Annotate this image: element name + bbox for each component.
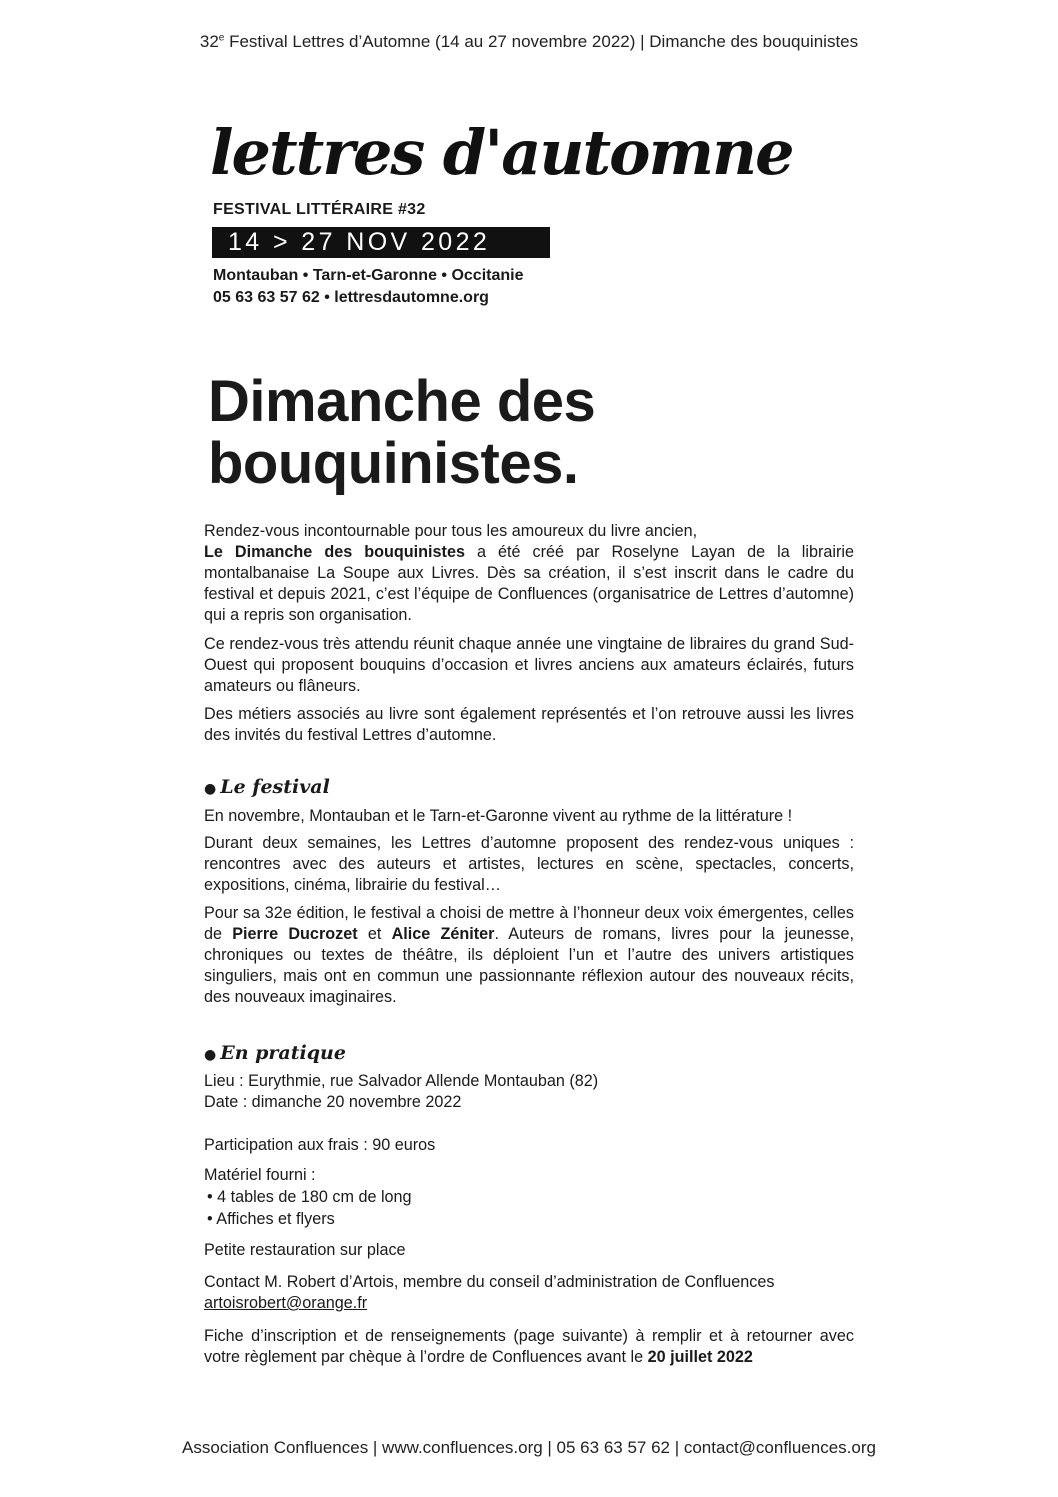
pratique-contact: Contact M. Robert d’Artois, membre du conseil d’administration de Confluences: [204, 1273, 775, 1291]
pratique-frais: Participation aux frais : 90 euros: [204, 1136, 436, 1154]
festival-subtitle: FESTIVAL LITTÉRAIRE #32: [213, 201, 426, 218]
fiche-deadline: 20 juillet 2022: [647, 1348, 753, 1366]
page-footer: Association Confluences | www.confluences.org | 05 63 63 57 62 | contact@confluences.org: [182, 1438, 876, 1457]
festival-paragraph-2: Durant deux semaines, les Lettres d’automne proposent des rendez-vous uniques : rencontres avec des auteurs et artistes, lectures en scène, spectacles, concerts, expositions, cinéma, librairie du festival…: [204, 834, 854, 894]
intro-paragraph-2: Ce rendez-vous très attendu réunit chaque année une vingtaine de libraires du grand Sud-Ouest qui proposent bouquins d’occasion et livres anciens aux amateurs éclairés, futurs amateurs ou flâneurs.: [204, 635, 854, 695]
festival-paragraph-1: En novembre, Montauban et le Tarn-et-Garonne vivent au rythme de la littérature !: [204, 807, 793, 825]
title-line-1: Dimanche des: [208, 369, 596, 434]
page-title: [208, 371, 595, 495]
fiche-text: Fiche d’inscription et de renseignements (page suivante) à remplir et à retourner avec votre règlement par chèque à l’ordre de Confluences avant le: [204, 1327, 854, 1366]
pratique-heading-text: En pratique: [220, 1042, 346, 1064]
pratique-fiche: [204, 1326, 854, 1368]
festival-contact: 05 63 63 57 62 • lettresdautomne.org: [213, 289, 489, 306]
festival-dates-band: 14 > 27 NOV 2022: [212, 227, 550, 258]
intro-paragraph-3: Des métiers associés au livre sont également représentés et l’on retrouve aussi les livres des invités du festival Lettres d’automne.: [204, 705, 854, 744]
header-edition-sup: e: [218, 32, 225, 44]
section-heading-festival: [204, 776, 330, 798]
bullet-icon: ●: [204, 1047, 217, 1063]
festival-logo: [210, 108, 793, 196]
materiel-item: • 4 tables de 180 cm de long: [207, 1188, 412, 1206]
logo-wordmark: lettres d'automne: [210, 116, 793, 189]
intro-event-name: Le Dimanche des bouquinistes: [204, 543, 465, 561]
festival-p3-text-a: Pour sa 32e édition, le festival a choisi de mettre à l’honneur deux voix émergentes, celles de: [204, 904, 854, 943]
contact-email-link[interactable]: artoisrobert@orange.fr: [204, 1294, 368, 1312]
festival-p3-text-b: et: [357, 925, 392, 943]
festival-paragraph-3: [204, 903, 854, 1008]
intro-lead-line: Rendez-vous incontournable pour tous les amoureux du livre ancien,: [204, 522, 698, 540]
bullet-icon: ●: [204, 781, 217, 797]
header-edition: 32: [199, 32, 219, 51]
header-text: Festival Lettres d’Automne (14 au 27 novembre 2022) | Dimanche des bouquinistes: [224, 32, 859, 51]
materiel-item: • Affiches et flyers: [207, 1210, 335, 1228]
running-header: [0, 32, 1058, 52]
festival-p3-text-c: . Auteurs de romans, livres pour la jeunesse, chroniques ou textes de théâtre, ils déploient l’un et l’autre des univers artistiques singuliers, mais ont en commun une passionnante réflexion autour des nouveaux récits, des nouveaux imaginaires.: [204, 925, 854, 1006]
intro-text: a été créé par Roselyne Layan de la librairie montalbanaise La Soupe aux Livres. Dès sa création, il s’est inscrit dans le cadre du festival et depuis 2021, c’est l’équipe de Confluences (organisatrice de Lettres d’automne) qui a repris son organisation.: [204, 543, 854, 624]
festival-heading-text: Le festival: [220, 776, 330, 798]
pratique-materiel: Matériel fourni :: [204, 1166, 316, 1184]
title-line-2: bouquinistes.: [208, 431, 579, 496]
pratique-lieu: Lieu : Eurythmie, rue Salvador Allende Montauban (82): [204, 1072, 599, 1090]
section-heading-pratique: [204, 1042, 346, 1064]
author-name-1: Pierre Ducrozet: [232, 925, 358, 943]
pratique-date: Date : dimanche 20 novembre 2022: [204, 1093, 462, 1111]
pratique-restauration: Petite restauration sur place: [204, 1241, 406, 1259]
intro-paragraph-1: [204, 521, 854, 626]
festival-place: Montauban • Tarn-et-Garonne • Occitanie: [213, 267, 524, 284]
author-name-2: Alice Zéniter: [391, 925, 495, 943]
